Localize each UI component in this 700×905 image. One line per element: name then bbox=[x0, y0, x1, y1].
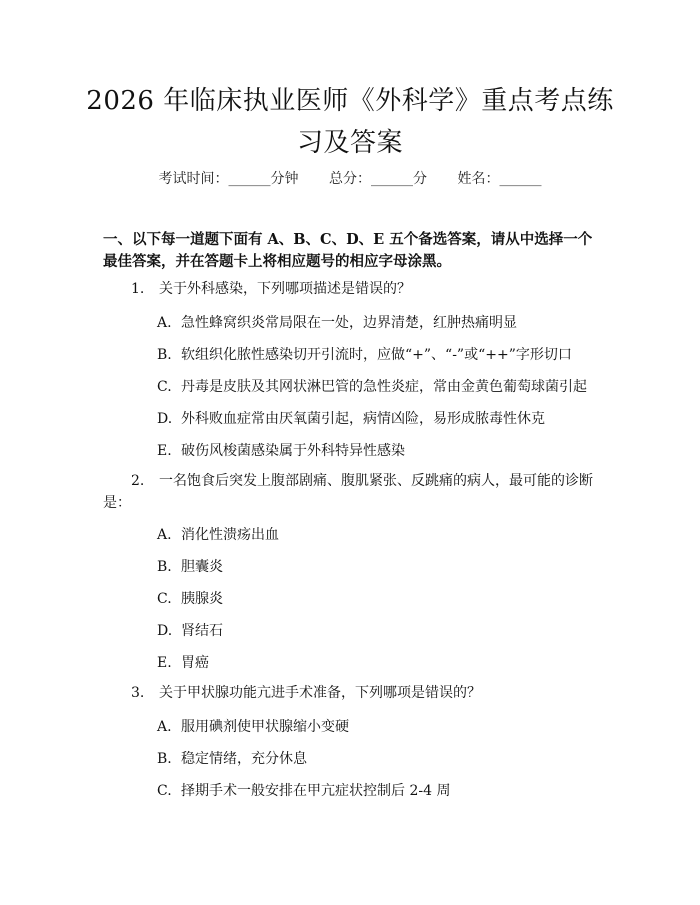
option-letter: B. bbox=[157, 347, 172, 363]
question-3-option-a bbox=[157, 716, 349, 738]
option-text: 胰腺炎 bbox=[181, 591, 223, 607]
question-2-option-e bbox=[157, 652, 209, 674]
title-line-1: 2026 年临床执业医师《外科学》重点考点练 bbox=[86, 86, 614, 116]
question-1-option-d bbox=[157, 408, 545, 430]
option-letter: C. bbox=[157, 783, 172, 799]
question-1-option-c bbox=[157, 376, 587, 398]
question-text: 关于外科感染，下列哪项描述是错误的？ bbox=[159, 281, 411, 297]
option-letter: D. bbox=[157, 623, 173, 639]
question-number: 2. bbox=[131, 473, 145, 489]
question-3 bbox=[131, 682, 481, 704]
option-text: 服用碘剂使甲状腺缩小变硬 bbox=[181, 719, 349, 735]
option-text: 急性蜂窝织炎常局限在一处，边界清楚，红肿热痛明显 bbox=[181, 315, 517, 331]
option-letter: B. bbox=[157, 559, 172, 575]
question-2-continuation: 是： bbox=[103, 495, 131, 511]
question-text-line-1: 一名饱食后突发上腹部剧痛、腹肌紧张、反跳痛的病人，最可能的诊断 bbox=[159, 473, 593, 489]
question-1-option-a bbox=[157, 312, 517, 334]
question-2-option-c bbox=[157, 588, 223, 610]
question-2-option-d bbox=[157, 620, 223, 642]
option-letter: B. bbox=[157, 751, 172, 767]
question-3-option-b bbox=[157, 748, 307, 770]
option-letter: A. bbox=[157, 527, 172, 543]
title-line-2: 习及答案 bbox=[296, 128, 403, 158]
option-text: 胆囊炎 bbox=[181, 559, 223, 575]
option-text: 择期手术一般安排在甲亢症状控制后 2-4 周 bbox=[181, 783, 451, 799]
option-text: 稳定情绪，充分休息 bbox=[181, 751, 307, 767]
option-text: 外科败血症常由厌氧菌引起，病情凶险，易形成脓毒性休克 bbox=[181, 411, 545, 427]
option-letter: A. bbox=[157, 719, 172, 735]
option-text: 肾结石 bbox=[181, 623, 223, 639]
question-1 bbox=[131, 278, 411, 300]
document-title bbox=[60, 80, 640, 164]
option-letter: C. bbox=[157, 379, 172, 395]
option-letter: E. bbox=[157, 655, 172, 671]
option-text: 软组织化脓性感染切开引流时，应做“+”、“-”或“++”字形切口 bbox=[181, 347, 572, 363]
section-heading: 一、以下每一道题下面有 A、B、C、D、E 五个备选答案，请从中选择一个最佳答案，并在答题卡上将相应题号的相应字母涂黑。 bbox=[103, 231, 593, 270]
option-text: 胃癌 bbox=[181, 655, 209, 671]
option-letter: E. bbox=[157, 443, 172, 459]
question-2-option-b bbox=[157, 556, 223, 578]
exam-info-row bbox=[0, 168, 700, 188]
question-2-option-a bbox=[157, 524, 279, 546]
option-letter: D. bbox=[157, 411, 173, 427]
question-1-option-e bbox=[157, 440, 405, 462]
question-number: 3. bbox=[131, 685, 145, 701]
student-name-field: 姓名：______ bbox=[457, 171, 542, 187]
option-letter: A. bbox=[157, 315, 172, 331]
question-number: 1. bbox=[131, 281, 145, 297]
question-3-option-c bbox=[157, 780, 450, 802]
option-text: 丹毒是皮肤及其网状淋巴管的急性炎症，常由金黄色葡萄球菌引起 bbox=[181, 379, 587, 395]
option-text: 破伤风梭菌感染属于外科特异性感染 bbox=[181, 443, 405, 459]
total-score-field: 总分：______分 bbox=[329, 171, 427, 187]
question-text: 关于甲状腺功能亢进手术准备，下列哪项是错误的？ bbox=[159, 685, 481, 701]
option-letter: C. bbox=[157, 591, 172, 607]
question-2 bbox=[131, 470, 593, 492]
question-1-option-b bbox=[157, 344, 572, 366]
exam-time-field: 考试时间：______分钟 bbox=[158, 171, 299, 187]
option-text: 消化性溃疡出血 bbox=[181, 527, 279, 543]
